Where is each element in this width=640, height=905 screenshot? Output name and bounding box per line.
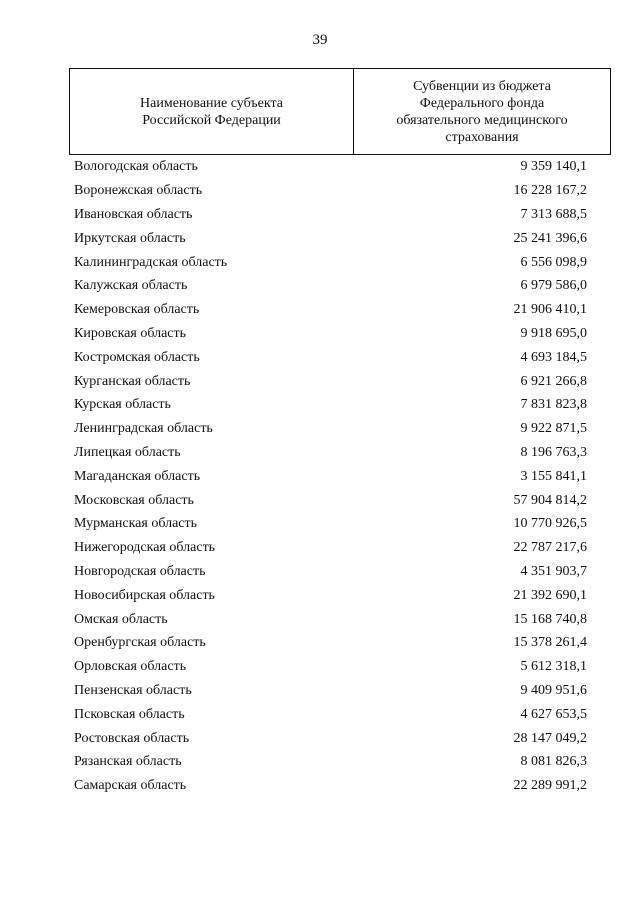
header-amount-line: обязательного медицинского xyxy=(396,112,568,128)
subvention-amount-cell: 8 081 826,3 xyxy=(520,754,587,770)
table-body xyxy=(74,155,587,798)
subvention-amount-cell: 4 627 653,5 xyxy=(520,706,587,722)
subvention-amount-cell: 7 313 688,5 xyxy=(520,206,587,222)
subject-name-cell: Ивановская область xyxy=(74,206,193,222)
subvention-amount-cell: 22 289 991,2 xyxy=(513,778,587,794)
subject-name-cell: Калужская область xyxy=(74,278,188,294)
subject-name-cell: Рязанская область xyxy=(74,754,182,770)
subject-name-cell: Новгородская область xyxy=(74,563,206,579)
table-row xyxy=(74,250,587,274)
table-row xyxy=(74,512,587,536)
table-row xyxy=(74,583,587,607)
subject-name-cell: Орловская область xyxy=(74,659,187,675)
subject-name-cell: Пензенская область xyxy=(74,682,192,698)
subvention-amount-cell: 21 906 410,1 xyxy=(513,302,587,318)
subvention-amount-cell: 6 921 266,8 xyxy=(520,373,587,389)
subvention-amount-cell: 10 770 926,5 xyxy=(513,516,587,532)
subvention-amount-cell: 15 168 740,8 xyxy=(513,611,587,627)
subject-name-cell: Калининградская область xyxy=(74,254,228,270)
table-row xyxy=(74,345,587,369)
table-row xyxy=(74,560,587,584)
table-row xyxy=(74,274,587,298)
subject-name-cell: Курганская область xyxy=(74,373,191,389)
subject-name-cell: Самарская область xyxy=(74,778,187,794)
subject-name-cell: Воронежская область xyxy=(74,183,203,199)
subject-name-cell: Кировская область xyxy=(74,325,187,341)
subject-name-cell: Ленинградская область xyxy=(74,421,213,437)
table-row xyxy=(74,679,587,703)
subvention-amount-cell: 5 612 318,1 xyxy=(520,659,587,675)
subvention-amount-cell: 4 351 903,7 xyxy=(520,563,587,579)
table-row xyxy=(74,441,587,465)
subject-name-cell: Иркутская область xyxy=(74,230,186,246)
subject-name-cell: Омская область xyxy=(74,611,168,627)
table-row xyxy=(74,750,587,774)
subvention-amount-cell: 25 241 396,6 xyxy=(513,230,587,246)
table-row xyxy=(74,702,587,726)
subvention-amount-cell: 3 155 841,1 xyxy=(520,468,587,484)
subvention-amount-cell: 6 556 098,9 xyxy=(520,254,587,270)
subvention-amount-cell: 9 409 951,6 xyxy=(520,682,587,698)
table-header xyxy=(69,68,611,155)
subject-name-cell: Псковская область xyxy=(74,706,185,722)
subject-name-cell: Нижегородская область xyxy=(74,540,216,556)
subvention-amount-cell: 8 196 763,3 xyxy=(520,444,587,460)
subvention-amount-cell: 28 147 049,2 xyxy=(513,730,587,746)
table-row xyxy=(74,179,587,203)
table-row xyxy=(74,417,587,441)
subvention-amount-cell: 4 693 184,5 xyxy=(520,349,587,365)
header-amount-line: Субвенции из бюджета xyxy=(413,78,551,94)
table-row xyxy=(74,226,587,250)
table-row xyxy=(74,655,587,679)
table-row xyxy=(74,631,587,655)
subvention-amount-cell: 9 359 140,1 xyxy=(520,159,587,175)
subject-name-cell: Кемеровская область xyxy=(74,302,200,318)
table-row xyxy=(74,369,587,393)
table-row xyxy=(74,155,587,179)
subject-name-cell: Курская область xyxy=(74,397,171,413)
table-row xyxy=(74,464,587,488)
subvention-amount-cell: 7 831 823,8 xyxy=(520,397,587,413)
table-row xyxy=(74,607,587,631)
table-row xyxy=(74,536,587,560)
subvention-amount-cell: 6 979 586,0 xyxy=(520,278,587,294)
subvention-amount-cell: 15 378 261,4 xyxy=(513,635,587,651)
header-subject-line: Наименование субъекта xyxy=(140,95,283,111)
header-subvention-amount xyxy=(354,69,611,155)
subject-name-cell: Ростовская область xyxy=(74,730,190,746)
header-row xyxy=(70,69,611,155)
subvention-amount-cell: 9 918 695,0 xyxy=(520,325,587,341)
subvention-amount-cell: 9 922 871,5 xyxy=(520,421,587,437)
table-row xyxy=(74,488,587,512)
table-row xyxy=(74,774,587,798)
header-amount-line: Федерального фонда xyxy=(419,95,545,111)
subject-name-cell: Костромская область xyxy=(74,349,200,365)
subject-name-cell: Вологодская область xyxy=(74,159,198,175)
page-number: 39 xyxy=(312,32,328,48)
header-subject-name xyxy=(70,69,354,155)
table-row xyxy=(74,203,587,227)
subject-name-cell: Московская область xyxy=(74,492,194,508)
subvention-amount-cell: 21 392 690,1 xyxy=(513,587,587,603)
table-row xyxy=(74,393,587,417)
table-row xyxy=(74,726,587,750)
table-row xyxy=(74,298,587,322)
subject-name-cell: Магаданская область xyxy=(74,468,201,484)
subject-name-cell: Оренбургская область xyxy=(74,635,206,651)
table-row xyxy=(74,322,587,346)
subvention-amount-cell: 57 904 814,2 xyxy=(513,492,587,508)
header-subject-line: Российской Федерации xyxy=(142,112,281,128)
subject-name-cell: Липецкая область xyxy=(74,444,181,460)
subject-name-cell: Мурманская область xyxy=(74,516,198,532)
subvention-amount-cell: 16 228 167,2 xyxy=(513,183,587,199)
subject-name-cell: Новосибирская область xyxy=(74,587,215,603)
subvention-amount-cell: 22 787 217,6 xyxy=(513,540,587,556)
header-amount-line: страхования xyxy=(445,129,519,145)
